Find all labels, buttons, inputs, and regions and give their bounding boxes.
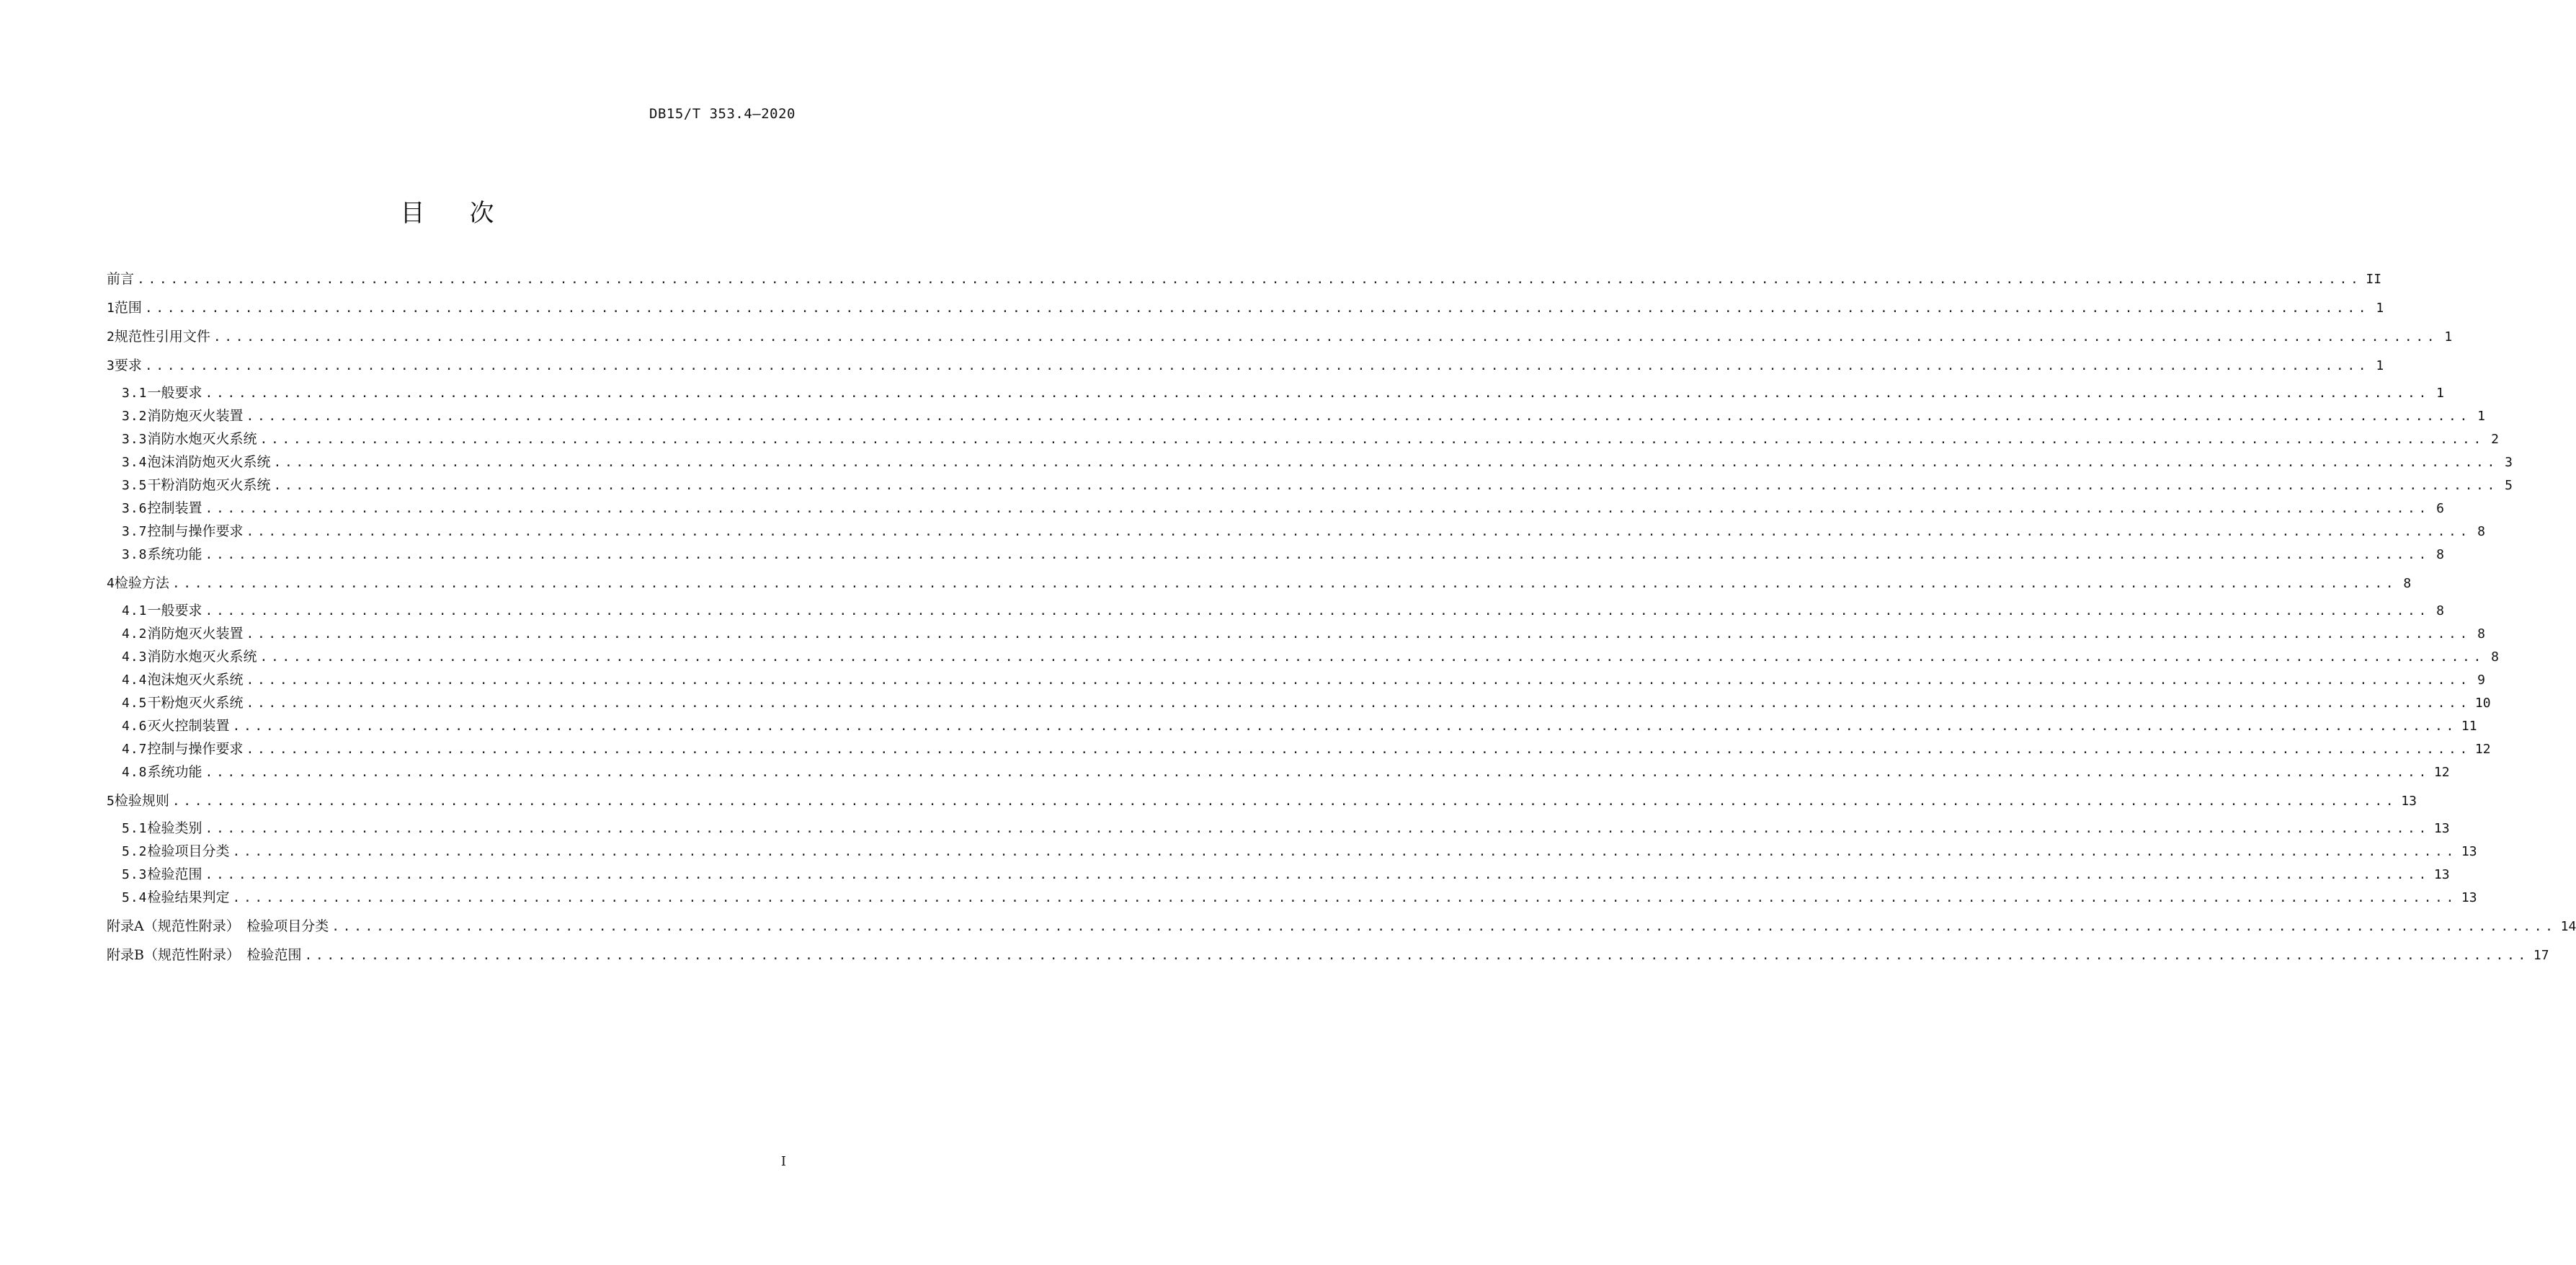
toc-entry-title: 检验项目分类 xyxy=(147,843,230,859)
toc-entry-page: 13 xyxy=(2401,794,2417,809)
toc-entry-page: 13 xyxy=(2433,867,2450,882)
toc-leader-dots: ........................................................................................................................................................................................................ xyxy=(205,867,2430,882)
toc-entry[interactable] xyxy=(107,946,2549,964)
toc-entry-number: 4.4 xyxy=(122,673,148,688)
toc-leader-dots: ........................................................................................................................................................................................................ xyxy=(246,696,2471,711)
toc-entry-title: 一般要求 xyxy=(147,385,202,401)
toc-leader-dots: ........................................................................................................................................................................................................ xyxy=(205,603,2430,618)
toc-entry[interactable] xyxy=(107,546,2444,563)
toc-entry-title: 泡沫炮灭火系统 xyxy=(147,672,244,688)
toc-entry-page: 14 xyxy=(2560,919,2576,934)
toc-entry-page: 6 xyxy=(2436,501,2444,516)
toc-entry-page: 12 xyxy=(2474,742,2491,757)
page-number: I xyxy=(780,1154,786,1169)
page-title-right: 次 xyxy=(469,199,494,228)
toc-leader-dots: ........................................................................................................................................................................................................ xyxy=(144,301,2370,316)
toc-entry[interactable] xyxy=(107,407,2485,425)
toc-entry-number: 4.8 xyxy=(122,765,148,780)
toc-entry-page: 12 xyxy=(2433,765,2450,780)
toc-entry-number: 3.5 xyxy=(122,478,148,493)
toc-entry[interactable] xyxy=(107,792,2417,809)
toc-leader-dots: ........................................................................................................................................................................................................ xyxy=(171,794,2397,809)
toc-entry-page: 1 xyxy=(2436,386,2444,401)
toc-entry-title: 灭火控制装置 xyxy=(147,718,230,734)
toc-leader-dots: ........................................................................................................................................................................................................ xyxy=(171,576,2397,591)
toc-entry-title: 干粉炮灭火系统 xyxy=(147,695,244,711)
toc-entry[interactable] xyxy=(107,740,2491,758)
toc-entry-title: 一般要求 xyxy=(147,603,202,618)
toc-entry-page: 8 xyxy=(2477,626,2485,642)
toc-entry-page: 17 xyxy=(2533,948,2549,963)
toc-entry-number: 1 xyxy=(107,301,115,316)
toc-entry-title: 泡沫消防炮灭火系统 xyxy=(147,454,271,470)
toc-entry-title: 附录A（规范性附录） 检验项目分类 xyxy=(107,918,329,934)
toc-entry-number: 5.2 xyxy=(122,844,148,859)
toc-entry-page: 13 xyxy=(2433,821,2450,836)
toc-entry-page: 8 xyxy=(2491,649,2499,665)
toc-entry-number: 3.3 xyxy=(122,432,148,447)
toc-entry-title: 检验规则 xyxy=(114,793,169,809)
toc-entry-title: 规范性引用文件 xyxy=(114,329,210,345)
toc-leader-dots: ........................................................................................................................................................................................................ xyxy=(232,890,2457,905)
toc-entry-title: 检验结果判定 xyxy=(147,889,230,905)
toc-entry[interactable] xyxy=(107,328,2453,345)
toc-entry-number: 4.2 xyxy=(122,626,148,642)
toc-entry-number: 4.1 xyxy=(122,603,148,618)
toc-leader-dots: ........................................................................................................................................................................................................ xyxy=(246,673,2471,688)
toc-entry-number: 3.1 xyxy=(122,386,148,401)
toc-entry-title: 消防水炮灭火系统 xyxy=(147,649,257,665)
toc-entry-page: 5 xyxy=(2505,478,2513,493)
toc-entry-page: 1 xyxy=(2376,301,2384,316)
toc-entry-page: 1 xyxy=(2477,409,2485,424)
toc-entry[interactable] xyxy=(107,476,2513,494)
toc-entry-page: 8 xyxy=(2477,524,2485,539)
table-of-contents xyxy=(107,270,2576,964)
toc-leader-dots: ........................................................................................................................................................................................................ xyxy=(304,948,2529,963)
toc-leader-dots: ........................................................................................................................................................................................................ xyxy=(205,386,2430,401)
toc-leader-dots: ........................................................................................................................................................................................................ xyxy=(232,844,2457,859)
toc-entry-number: 4.5 xyxy=(122,696,148,711)
toc-entry[interactable] xyxy=(107,384,2444,401)
toc-entry-title: 控制装置 xyxy=(147,500,202,516)
toc-entry-number: 5.3 xyxy=(122,867,148,882)
toc-entry-page: 1 xyxy=(2444,329,2453,345)
toc-entry[interactable] xyxy=(107,357,2384,374)
toc-entry-title: 附录B（规范性附录） 检验范围 xyxy=(107,947,302,963)
toc-entry-number: 4.6 xyxy=(122,719,148,734)
toc-entry[interactable] xyxy=(107,918,2576,935)
toc-entry[interactable] xyxy=(107,843,2477,860)
toc-entry-title: 前言 xyxy=(107,271,135,287)
toc-entry-number: 4 xyxy=(107,576,115,591)
toc-entry[interactable] xyxy=(107,866,2450,883)
page-title xyxy=(0,193,894,228)
toc-entry-number: 4.7 xyxy=(122,742,148,757)
toc-entry-title: 检验方法 xyxy=(114,575,169,591)
toc-entry[interactable] xyxy=(107,671,2485,688)
toc-entry-page: 2 xyxy=(2491,432,2499,447)
toc-leader-dots: ........................................................................................................................................................................................................ xyxy=(232,719,2457,734)
toc-entry-title: 检验范围 xyxy=(147,866,202,882)
toc-leader-dots: ........................................................................................................................................................................................................ xyxy=(331,919,2557,934)
toc-entry-page: 1 xyxy=(2376,358,2384,373)
toc-entry-number: 5.1 xyxy=(122,821,148,836)
toc-leader-dots: ........................................................................................................................................................................................................ xyxy=(246,626,2471,642)
toc-entry[interactable] xyxy=(107,453,2513,471)
toc-entry-page: 10 xyxy=(2474,696,2491,711)
toc-entry[interactable] xyxy=(107,500,2444,517)
toc-entry[interactable] xyxy=(107,889,2477,906)
toc-entry[interactable] xyxy=(107,820,2450,837)
toc-entry[interactable] xyxy=(107,763,2450,781)
toc-entry[interactable] xyxy=(107,602,2444,619)
toc-leader-dots: ........................................................................................................................................................................................................ xyxy=(246,524,2471,539)
toc-entry-page: 3 xyxy=(2505,455,2513,470)
toc-entry-title: 控制与操作要求 xyxy=(147,741,244,757)
toc-entry-title: 系统功能 xyxy=(147,764,202,780)
toc-entry[interactable] xyxy=(107,430,2499,448)
toc-leader-dots: ........................................................................................................................................................................................................ xyxy=(246,409,2471,424)
toc-entry-page: 13 xyxy=(2461,844,2477,859)
toc-entry[interactable] xyxy=(107,523,2485,540)
toc-entry-title: 消防炮灭火装置 xyxy=(147,626,244,642)
toc-leader-dots: ........................................................................................................................................................................................................ xyxy=(273,478,2498,493)
toc-entry[interactable] xyxy=(107,270,2382,288)
toc-leader-dots: ........................................................................................................................................................................................................ xyxy=(205,821,2430,836)
toc-entry[interactable] xyxy=(107,648,2499,665)
toc-entry-page: 8 xyxy=(2436,547,2444,562)
toc-leader-dots: ........................................................................................................................................................................................................ xyxy=(213,329,2438,345)
document-code: DB15/T 353.4—2020 xyxy=(649,106,795,122)
toc-entry-page: 11 xyxy=(2461,719,2477,734)
toc-entry-title: 要求 xyxy=(114,358,142,373)
toc-entry[interactable] xyxy=(107,694,2491,711)
toc-entry[interactable] xyxy=(107,717,2477,734)
toc-entry-number: 3.6 xyxy=(122,501,148,516)
toc-entry[interactable] xyxy=(107,625,2485,642)
toc-leader-dots: ........................................................................................................................................................................................................ xyxy=(205,765,2430,780)
toc-entry-page: 13 xyxy=(2461,890,2477,905)
toc-entry-title: 控制与操作要求 xyxy=(147,523,244,539)
toc-leader-dots: ........................................................................................................................................................................................................ xyxy=(205,547,2430,562)
toc-entry-page: 9 xyxy=(2477,673,2485,688)
toc-entry-title: 系统功能 xyxy=(147,546,202,562)
toc-leader-dots: ........................................................................................................................................................................................................ xyxy=(259,649,2484,665)
toc-entry-number: 2 xyxy=(107,329,115,345)
toc-entry-number: 3 xyxy=(107,358,115,373)
toc-entry-page: 8 xyxy=(2403,576,2412,591)
toc-entry-number: 3.8 xyxy=(122,547,148,562)
toc-entry-number: 5.4 xyxy=(122,890,148,905)
toc-leader-dots: ........................................................................................................................................................................................................ xyxy=(144,358,2370,373)
toc-entry[interactable] xyxy=(107,299,2384,316)
toc-leader-dots: ........................................................................................................................................................................................................ xyxy=(246,742,2471,757)
toc-entry-number: 4.3 xyxy=(122,649,148,665)
toc-entry[interactable] xyxy=(107,574,2412,592)
toc-entry-title: 范围 xyxy=(114,300,142,316)
toc-entry-title: 检验类别 xyxy=(147,820,202,836)
toc-entry-title: 消防炮灭火装置 xyxy=(147,408,244,424)
toc-entry-page: II xyxy=(2366,272,2382,287)
toc-entry-number: 3.7 xyxy=(122,524,148,539)
page-title-left: 目 xyxy=(400,199,425,228)
toc-leader-dots: ........................................................................................................................................................................................................ xyxy=(137,272,2362,287)
toc-entry-number: 5 xyxy=(107,794,115,809)
toc-entry-title: 干粉消防炮灭火系统 xyxy=(147,477,271,493)
toc-leader-dots: ........................................................................................................................................................................................................ xyxy=(273,455,2498,470)
toc-entry-title: 消防水炮灭火系统 xyxy=(147,431,257,447)
toc-leader-dots: ........................................................................................................................................................................................................ xyxy=(205,501,2430,516)
toc-entry-number: 3.4 xyxy=(122,455,148,470)
toc-entry-page: 8 xyxy=(2436,603,2444,618)
toc-leader-dots: ........................................................................................................................................................................................................ xyxy=(259,432,2484,447)
toc-entry-number: 3.2 xyxy=(122,409,148,424)
